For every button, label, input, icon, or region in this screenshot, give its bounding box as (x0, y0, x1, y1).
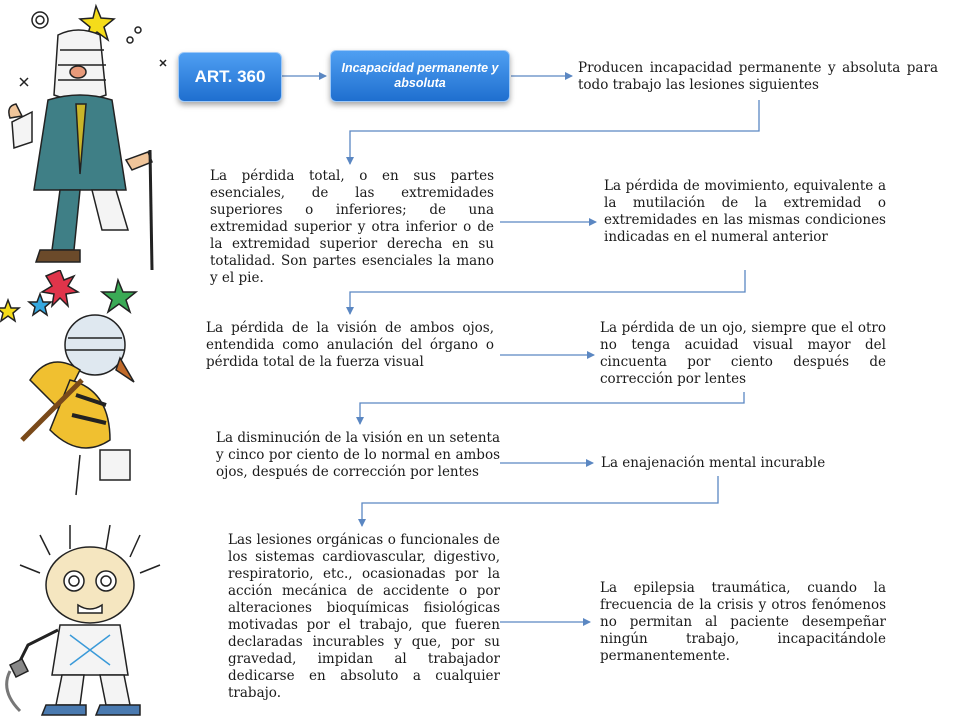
intro-text: Producen incapacidad permanente y absoluta para todo trabajo las lesiones siguientes (578, 60, 938, 93)
lesion-text-3: La pérdida de la visión de ambos ojos, entendida como anulación del órgano o pérdida total de la fuerza visual (206, 320, 494, 370)
category-box (330, 50, 510, 102)
lesion-text-1: La pérdida total, o en sus partes esenciales, de las extremidades superiores o inferiores; de una extremidad superior y otra inferior o de la extremidad superior derecha en su totalidad. Son partes esenciales la mano y el pie. (210, 168, 494, 286)
electrocuted-boy-illustration (0, 525, 190, 720)
article-box (178, 52, 282, 102)
lesion-text-8: La epilepsia traumática, cuando la frecuencia de la crisis y otros fenómenos no permitan al paciente desempeñar ningún trabajo, incapacitándole permanentemente. (600, 580, 886, 664)
lesion-text-2: La pérdida de movimiento, equivalente a la mutilación de la extremidad o extremidades en las mismas condiciones indicadas en el numeral anterior (604, 178, 886, 245)
bandaged-bird-illustration (0, 270, 175, 520)
category-label: Incapacidad permanente y absoluta (341, 61, 499, 90)
arrow-intro-to-lesion1 (350, 100, 759, 164)
arrow-lesion4-to-lesion5 (360, 392, 744, 424)
article-label: ART. 360 (194, 67, 266, 86)
lesion-text-7: Las lesiones orgánicas o funcionales de los sistemas cardiovascular, digestivo, respiratorio, etc., ocasionadas por la acción mecánica de accidente o por alteraciones bioquímicas fisiológicas motivadas por el trabajo, que fueren declaradas incurables y que, por su gravedad, impidan al trabajador dedicarse en absoluto a cualquier trabajo. (228, 532, 500, 701)
lesion-text-5: La disminución de la visión en un setenta y cinco por ciento de lo normal en ambos ojos, después de corrección por lentes (216, 430, 500, 480)
lesion-text-6: La enajenación mental incurable (601, 455, 826, 471)
arrow-lesion6-to-lesion7 (362, 476, 718, 526)
lesion-text-4: La pérdida de un ojo, siempre que el otro no tenga acuidad visual mayor del cincuenta por ciento después de corrección por lentes (600, 320, 886, 387)
bandaged-man-illustration (0, 0, 175, 285)
